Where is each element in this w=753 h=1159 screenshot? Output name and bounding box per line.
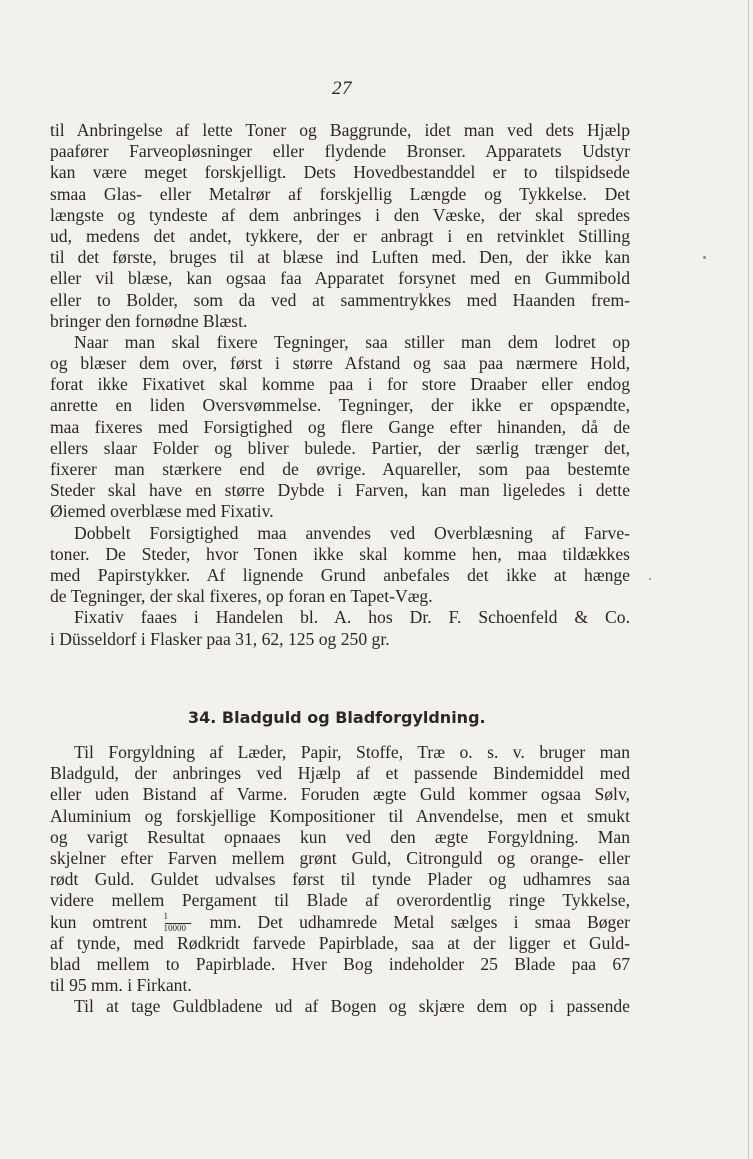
text-line: fixerer man stærkere end de øvrige. Aquareller, som paa bestemte [50,459,630,479]
text-line: skjelner efter Farven mellem grønt Guld, Citronguld og orange- eller [50,847,630,868]
text-line: paafører Farveopløsninger eller flydende Bronser. Apparatets Udstyr [50,141,630,162]
text-line: Øiemed overblæse med Fixativ. [50,501,274,522]
fraction-numerator: 1 [163,910,168,921]
text-line: rødt Guld. Guldet udvalses først til tynde Plader og udhamres saa [50,869,630,890]
text-line: med Papirstykker. Af lignende Grund anbefales det ikke at hænge [50,564,630,585]
text-line: Aluminium og forskjellige Kompositioner til Anvendelse, men et smukt [50,805,630,826]
text-line: Til Forgyldning af Læder, Papir, Stoffe, Træ o. s. v. bruger man [74,742,630,762]
text-line: de Tegninger, der skal fixeres, op foran en Tapet-Væg. [50,586,433,607]
section-heading: 34. Bladguld og Bladforgyldning. [188,708,486,727]
text-line: videre mellem Pergament til Blade af overordentlig ringe Tykkelse, [50,890,630,911]
text-line-with-fraction [50,912,630,933]
text-line: eller uden Bistand af Varme. Foruden ægte Guld kommer ogsaa Sølv, [50,784,630,805]
text-block-section-34 [50,742,630,1017]
text-line: Dobbelt Forsigtighed maa anvendes ved Overblæsning af Farve- [74,522,630,543]
text-line: i Düsseldorf i Flasker paa 31, 62, 125 og 250 gr. [50,628,390,649]
fraction-line-before: kun omtrent [50,911,148,932]
text-line: blad mellem to Papirblade. Hver Bog indeholder 25 Blade paa 67 [50,953,630,974]
text-line: Fixativ faaes i Handelen bl. A. hos Dr. F. Schoenfeld & Co. [74,607,630,628]
page-edge-line [748,0,749,1159]
text-line: Til at tage Guldbladene ud af Bogen og skjære dem op i passende [74,996,630,1017]
text-line: til det første, bruges til at blæse ind Luften med. Den, der ikke kan [50,247,630,268]
text-line: Bladguld, der anbringes ved Hjælp af et passende Bindemiddel med [50,763,630,784]
text-line: eller to Bolder, som da ved at sammentrykkes med Haanden frem- [50,289,630,310]
text-line: ud, medens det andet, tykkere, der er anbragt i en retvinklet Stilling [50,225,630,246]
text-line: ellers slaar Folder og bliver bulede. Partier, der særlig trænger det, [50,437,630,458]
text-line: og varigt Resultat opnaaes kun ved den ægte Forgyldning. Man [50,826,630,847]
paper-speck [649,578,651,580]
text-line: maa fixeres med Forsigtighed og flere Gange efter hinanden, då de [50,416,630,437]
text-line: eller vil blæse, kan ogsaa faa Apparatet forsynet med en Gummibold [50,268,630,289]
text-line: af tynde, med Rødkridt farvede Papirblade, saa at der ligger et Guld- [50,932,630,953]
text-line: Steder skal have en større Dybde i Farven, kan man ligeledes i dette [50,480,630,501]
fraction-line-after: mm. Det udhamrede Metal sælges i smaa Bøger [209,911,630,932]
text-line: Naar man skal fixere Tegninger, saa stiller man dem lodret op [74,331,630,352]
text-line: til Anbringelse af lette Toner og Baggrunde, idet man ved dets Hjælp [50,120,630,140]
text-line: og blæser dem over, først i større Afstand og saa paa nærmere Hold, [50,353,630,374]
fraction-denominator: 10000 [163,922,186,933]
fraction [163,910,193,933]
page-number: 27 [332,78,352,99]
text-block-before-heading [50,120,630,650]
text-line: til 95 mm. i Firkant. [50,975,192,996]
paper-speck [703,256,706,259]
text-line: bringer den fornødne Blæst. [50,310,248,331]
text-line: længste og tyndeste af dem anbringes i den Væske, der skal spredes [50,204,630,225]
text-line: kan være meget forskjelligt. Dets Hovedbestanddel er to tilspidsede [50,162,630,183]
text-line: toner. De Steder, hvor Tonen ikke skal komme hen, maa tildækkes [50,543,630,564]
text-line: smaa Glas- eller Metalrør af forskjellig Længde og Tykkelse. Det [50,183,630,204]
text-line: anrette en liden Oversvømmelse. Tegninger, der ikke er opspændte, [50,395,630,416]
text-line: forat ikke Fixativet skal komme paa i for store Draaber eller endog [50,374,630,395]
